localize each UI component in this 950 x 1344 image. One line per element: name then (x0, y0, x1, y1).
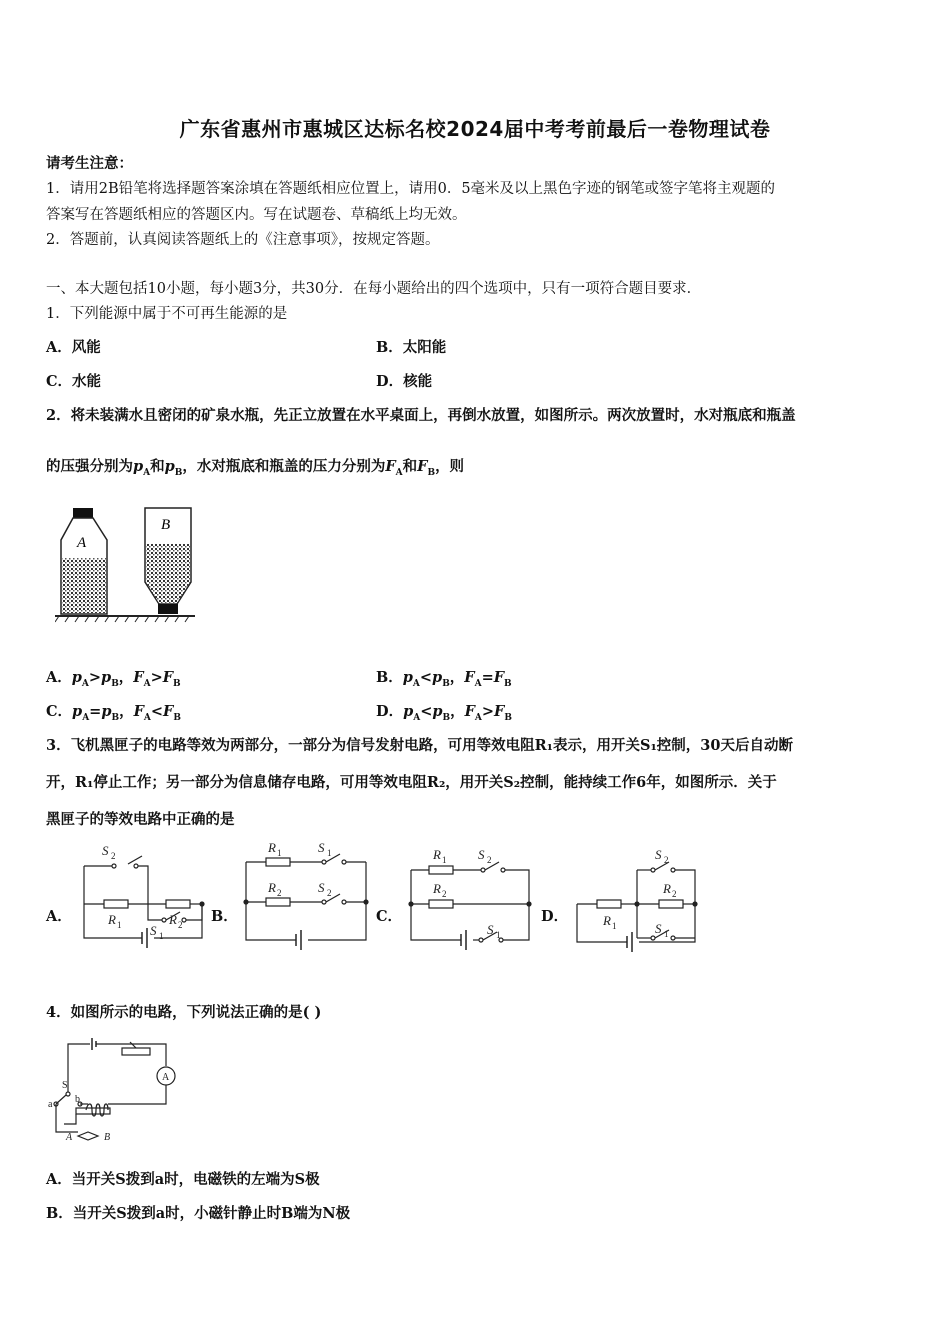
question-2-option-d: D．$p_A<p_B$，$F_A>F_B$ (376, 703, 512, 723)
circuit-c-r2-label: R (433, 881, 441, 896)
question-2-option-b: B．$p_A<p_B$，$F_A=F_B$ (376, 669, 512, 689)
question-3-option-c: C． (376, 908, 403, 925)
circuit-d-r1-label: R (603, 913, 611, 928)
notice-item-1-line-2: 答案写在答题纸相应的答题区内。写在试题卷、草稿纸上均无效。 (46, 207, 467, 223)
question-1-option-b: B．太阳能 (376, 339, 447, 356)
question-1-stem: 1．下列能源中属于不可再生能源的是 (46, 306, 288, 322)
circuit-d-diagram (571, 842, 701, 954)
svg-text:2: 2 (487, 855, 492, 865)
svg-text:1: 1 (159, 931, 164, 941)
svg-text:2: 2 (111, 851, 116, 861)
exam-title: 广东省惠州市惠城区达标名校2024届中考考前最后一卷物理试卷 (179, 117, 771, 141)
svg-text:1: 1 (327, 848, 332, 858)
bottle-a (61, 508, 107, 614)
needle-end-a-label: A (66, 1132, 73, 1143)
svg-text:2: 2 (672, 889, 677, 899)
notice-heading: 请考生注意： (46, 155, 133, 172)
question-4-option-a: A．当开关S拨到a时，电磁铁的左端为S极 (46, 1171, 320, 1188)
notice-item-1-line-1: 1．请用2B铅笔将选择题答案涂填在答题纸相应位置上，请用0．5毫米及以上黑色字迹的钢笔或签字笔将主观题的 (46, 181, 776, 197)
circuit-a-r2-label: R (169, 912, 177, 927)
question-3-line-2: 开，R₁停止工作；另一部分为信息储存电路，可用等效电阻R₂，用开关S₂控制，能持续工作6年，如图所示．关于 (46, 774, 777, 791)
svg-text:2: 2 (327, 888, 332, 898)
circuit-d-r2-label: R (663, 881, 671, 896)
question-1-option-c: C．水能 (46, 373, 102, 390)
bottle-a-label: A (77, 535, 87, 551)
circuit-b-diagram (240, 838, 372, 950)
question-3-option-b: B． (211, 908, 238, 925)
svg-text:1: 1 (496, 930, 501, 940)
circuit-d-s2-label: S (655, 847, 662, 862)
circuit-b-s2-label: S (318, 880, 325, 895)
circuit-c-diagram (405, 842, 535, 954)
svg-text:1: 1 (664, 929, 669, 939)
question-2-option-a: A．$p_A>p_B$，$F_A>F_B$ (46, 669, 181, 689)
svg-text:1: 1 (117, 920, 122, 930)
question-3-option-a: A． (46, 908, 72, 925)
circuit-b-s1-label: S (318, 840, 325, 855)
svg-text:2: 2 (442, 889, 447, 899)
circuit-c-r1-label: R (433, 847, 441, 862)
question-3-line-1: 3．飞机黑匣子的电路等效为两部分，一部分为信号发射电路，可用等效电阻R₁表示，用开关S₁控制，30天后自动断 (46, 737, 793, 754)
svg-text:2: 2 (178, 920, 183, 930)
section-1-heading: 一、本大题包括10小题，每小题3分，共30分．在每小题给出的四个选项中，只有一项符合题目要求． (46, 281, 702, 297)
circuit-a-s2-label: S (102, 843, 109, 858)
circuit-a-r1-label: R (108, 912, 116, 927)
question-2-line-1: 2．将未装满水且密闭的矿泉水瓶，先正立放置在水平桌面上，再倒水放置，如图所示。两次放置时，水对瓶底和瓶盖 (46, 407, 796, 424)
needle-end-b-label: B (104, 1132, 111, 1143)
switch-s-label: S (62, 1080, 68, 1091)
svg-text:1: 1 (277, 848, 282, 858)
electromagnet-circuit-figure (48, 1032, 198, 1144)
question-4-stem: 4．如图所示的电路，下列说法正确的是( ) (46, 1004, 322, 1021)
bottles-figure (55, 500, 200, 625)
question-1-option-d: D．核能 (376, 373, 433, 390)
bottle-b (145, 508, 191, 614)
circuit-c-s2-label: S (478, 847, 485, 862)
circuit-b-r2-label: R (268, 880, 276, 895)
contact-b-label: b (75, 1094, 80, 1105)
svg-text:2: 2 (277, 888, 282, 898)
question-1-option-a: A．风能 (46, 339, 101, 356)
question-3-line-3: 黑匣子的等效电路中正确的是 (46, 811, 235, 828)
question-4-option-b: B．当开关S拨到a时，小磁针静止时B端为N极 (46, 1205, 351, 1222)
bottle-b-label: B (161, 517, 171, 533)
circuit-b-r1-label: R (268, 840, 276, 855)
contact-a-label: a (48, 1099, 53, 1110)
circuit-c-s1-label: S (487, 922, 494, 937)
question-2-option-c: C．$p_A=p_B$，$F_A<F_B$ (46, 703, 181, 723)
question-2-line-2: 的压强分别为$p_A$和$p_B$，水对瓶底和瓶盖的压力分别为$F_A$和$F_B$，则 (46, 458, 465, 478)
question-3-option-d: D． (541, 908, 569, 925)
svg-text:1: 1 (442, 855, 447, 865)
circuit-d-s1-label: S (655, 921, 662, 936)
circuit-a-s1-label: S (150, 923, 157, 938)
notice-item-2: 2．答题前，认真阅读答题纸上的《注意事项》，按规定答题。 (46, 232, 440, 248)
ammeter-symbol-label: A (162, 1072, 170, 1083)
svg-text:1: 1 (612, 921, 617, 931)
svg-text:2: 2 (664, 855, 669, 865)
circuit-a-diagram (76, 840, 211, 955)
